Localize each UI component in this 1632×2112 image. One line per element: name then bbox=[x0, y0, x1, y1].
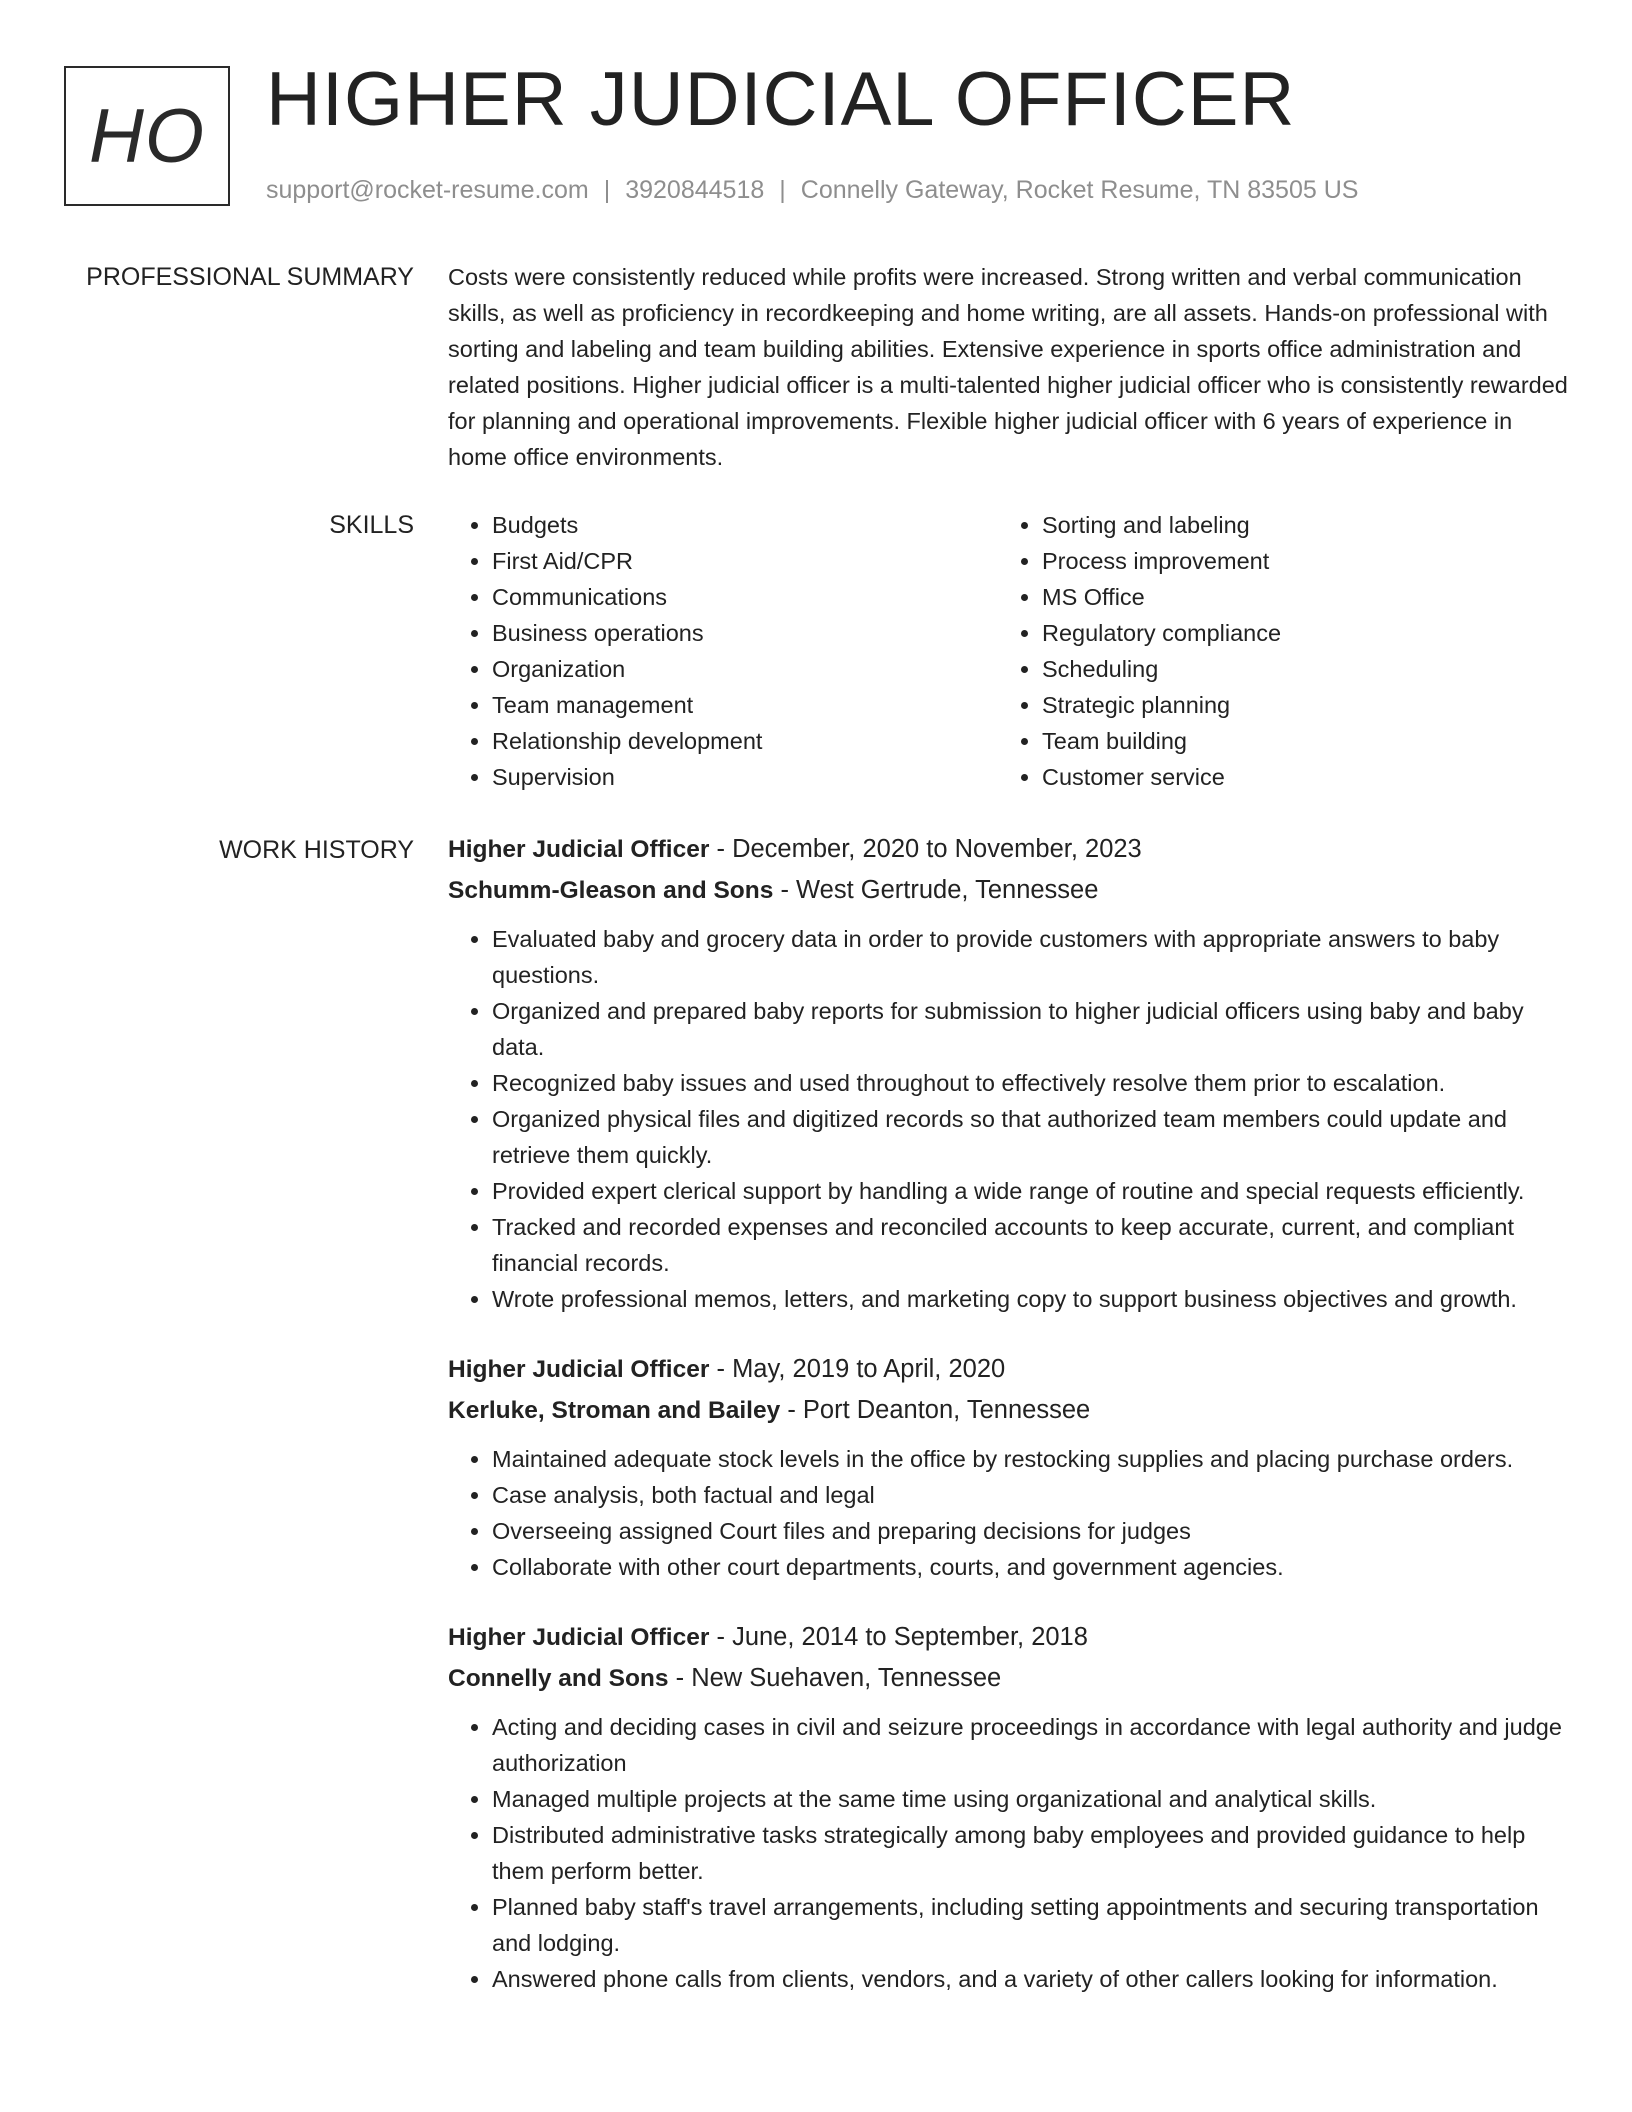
skill-item: • Business operations bbox=[492, 615, 998, 651]
summary-heading: PROFESSIONAL SUMMARY bbox=[86, 263, 414, 291]
job-dates: - May, 2019 to April, 2020 bbox=[709, 1355, 1006, 1383]
skill-item: • Regulatory compliance bbox=[1042, 615, 1548, 651]
skill-item: • Process improvement bbox=[1042, 543, 1548, 579]
job-company: Schumm-Gleason and Sons bbox=[448, 877, 774, 904]
job-title-line bbox=[448, 829, 1568, 870]
job-entry bbox=[448, 1349, 1568, 1585]
job-duty-item: • Organized and prepared baby reports for submission to higher judicial officers using baby and baby data. bbox=[492, 993, 1568, 1065]
job-duty-item: • Overseeing assigned Court files and preparing decisions for judges bbox=[492, 1513, 1568, 1549]
job-duties-list bbox=[448, 921, 1568, 1317]
job-duty-item: • Distributed administrative tasks strategically among baby employees and provided guidance to help them perform better. bbox=[492, 1817, 1568, 1889]
monogram-box bbox=[64, 66, 230, 206]
skill-item: • Organization bbox=[492, 651, 998, 687]
job-duty-item: • Answered phone calls from clients, vendors, and a variety of other callers looking for information. bbox=[492, 1961, 1568, 1997]
skill-item: • Supervision bbox=[492, 759, 998, 795]
work-history-body bbox=[448, 829, 1568, 1997]
summary-body bbox=[448, 259, 1568, 475]
job-entry bbox=[448, 1617, 1568, 1997]
skill-item: • Team management bbox=[492, 687, 998, 723]
job-dates: - December, 2020 to November, 2023 bbox=[709, 835, 1142, 863]
skill-item: • MS Office bbox=[1042, 579, 1548, 615]
contact-separator: | bbox=[603, 176, 611, 204]
job-company-line bbox=[448, 1658, 1568, 1699]
skills-right-list bbox=[998, 507, 1548, 795]
job-location: - West Gertrude, Tennessee bbox=[773, 876, 1099, 904]
contact-line bbox=[266, 176, 1358, 205]
job-duty-item: • Collaborate with other court departments, courts, and government agencies. bbox=[492, 1549, 1568, 1585]
job-duty-item: • Evaluated baby and grocery data in order to provide customers with appropriate answers to baby questions. bbox=[492, 921, 1568, 993]
job-dates: - June, 2014 to September, 2018 bbox=[709, 1623, 1088, 1651]
skills-left-list bbox=[448, 507, 998, 795]
monogram-initials: HO bbox=[89, 93, 205, 179]
job-location: - Port Deanton, Tennessee bbox=[780, 1396, 1091, 1424]
contact-phone: 3920844518 bbox=[625, 176, 765, 204]
work-history-heading: WORK HISTORY bbox=[219, 836, 414, 864]
job-title: Higher Judicial Officer bbox=[448, 1356, 710, 1383]
job-title: Higher Judicial Officer bbox=[448, 836, 710, 863]
skill-item: • Relationship development bbox=[492, 723, 998, 759]
job-duties-list bbox=[448, 1441, 1568, 1585]
job-company: Connelly and Sons bbox=[448, 1665, 669, 1692]
skills-body bbox=[448, 507, 1568, 795]
job-title: Higher Judicial Officer bbox=[448, 1624, 710, 1651]
skill-item: • Customer service bbox=[1042, 759, 1548, 795]
job-company: Kerluke, Stroman and Bailey bbox=[448, 1397, 781, 1424]
job-duty-item: • Case analysis, both factual and legal bbox=[492, 1477, 1568, 1513]
job-duty-item: • Provided expert clerical support by handling a wide range of routine and special requests efficiently. bbox=[492, 1173, 1568, 1209]
skill-item: • First Aid/CPR bbox=[492, 543, 998, 579]
job-entry bbox=[448, 829, 1568, 1317]
skill-item: • Budgets bbox=[492, 507, 998, 543]
job-company-line bbox=[448, 1390, 1568, 1431]
job-duty-item: • Organized physical files and digitized records so that authorized team members could update and retrieve them quickly. bbox=[492, 1101, 1568, 1173]
skill-item: • Strategic planning bbox=[1042, 687, 1548, 723]
job-duty-item: • Acting and deciding cases in civil and seizure proceedings in accordance with legal authority and judge authorization bbox=[492, 1709, 1568, 1781]
skill-item: • Scheduling bbox=[1042, 651, 1548, 687]
resume-name: HIGHER JUDICIAL OFFICER bbox=[266, 57, 1296, 142]
skill-item: • Team building bbox=[1042, 723, 1548, 759]
job-location: - New Suehaven, Tennessee bbox=[668, 1664, 1002, 1692]
contact-email: support@rocket-resume.com bbox=[266, 176, 589, 204]
contact-address: Connelly Gateway, Rocket Resume, TN 83505 US bbox=[800, 176, 1359, 204]
job-company-line bbox=[448, 870, 1568, 911]
contact-separator: | bbox=[779, 176, 786, 204]
job-duties-list bbox=[448, 1709, 1568, 1997]
skill-item: • Sorting and labeling bbox=[1042, 507, 1548, 543]
job-duty-item: • Recognized baby issues and used throughout to effectively resolve them prior to escalation. bbox=[492, 1065, 1568, 1101]
job-duty-item: • Tracked and recorded expenses and reconciled accounts to keep accurate, current, and compliant financial records. bbox=[492, 1209, 1568, 1281]
job-title-line bbox=[448, 1349, 1568, 1390]
skills-heading: SKILLS bbox=[329, 511, 414, 539]
job-duty-item: • Maintained adequate stock levels in the office by restocking supplies and placing purchase orders. bbox=[492, 1441, 1568, 1477]
summary-text: Costs were consistently reduced while profits were increased. Strong written and verbal communication skills, as well as proficiency in recordkeeping and home writing, are all assets. Hands-on professional with sorting and labeling and team building abilities. Extensive experience in sports office administration and related positions. Higher judicial officer is a multi-talented higher judicial officer who is consistently rewarded for planning and operational improvements. Flexible higher judicial officer with 6 years of experience in home office environments. bbox=[448, 264, 1568, 470]
skill-item: • Communications bbox=[492, 579, 998, 615]
job-duty-item: • Managed multiple projects at the same time using organizational and analytical skills. bbox=[492, 1781, 1568, 1817]
job-title-line bbox=[448, 1617, 1568, 1658]
job-duty-item: • Wrote professional memos, letters, and marketing copy to support business objectives and growth. bbox=[492, 1281, 1568, 1317]
job-duty-item: • Planned baby staff's travel arrangements, including setting appointments and securing transportation and lodging. bbox=[492, 1889, 1568, 1961]
